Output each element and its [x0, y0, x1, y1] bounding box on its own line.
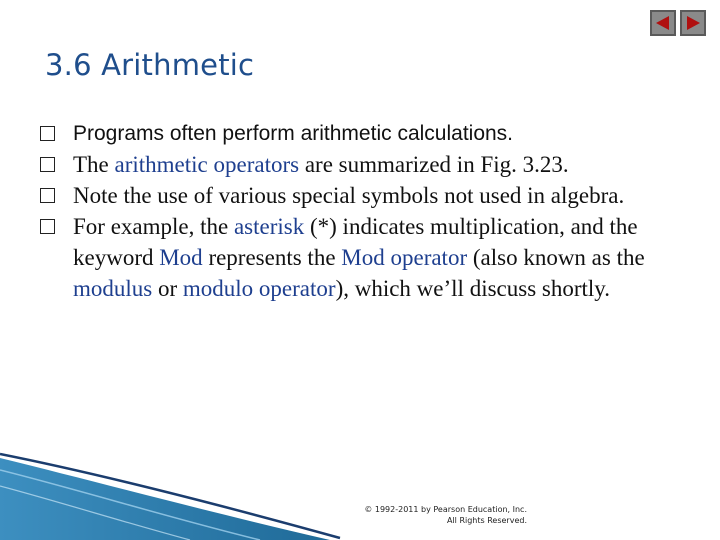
triangle-right-icon: [684, 14, 702, 32]
bullet-text: represents the: [202, 245, 342, 270]
copyright-line: © 1992-2011 by Pearson Education, Inc.: [364, 505, 527, 514]
copyright-notice: [322, 504, 527, 526]
bullet-box-icon: [40, 219, 55, 234]
highlight-term: asterisk: [233, 214, 305, 239]
bullet-item: [40, 211, 690, 304]
bullet-item: [40, 180, 690, 211]
bullet-text: (also known as the: [467, 245, 645, 270]
slide-title: 3.6 Arithmetic: [45, 48, 255, 82]
bullet-text: The: [73, 152, 115, 177]
bullet-box-icon: [40, 157, 55, 172]
bullet-box-icon: [40, 126, 55, 141]
triangle-left-icon: [654, 14, 672, 32]
highlight-term: modulus: [73, 276, 153, 301]
bullet-text: Programs often perform arithmetic calculations.: [73, 122, 514, 145]
bullet-text: For example, the: [73, 214, 234, 239]
bullet-text: Note the use of various special symbols not used in algebra.: [73, 183, 625, 208]
bullet-item: [40, 118, 690, 149]
bullet-list: [40, 118, 690, 304]
highlight-term: modulo operator: [182, 276, 336, 301]
bullet-item: [40, 149, 690, 180]
bullet-text: ), which we’ll discuss shortly.: [335, 276, 611, 301]
slide-navigation: [650, 10, 706, 36]
highlight-term: Mod operator: [341, 245, 468, 270]
bullet-text: (*) indicates multiplication, and the keyword: [73, 214, 638, 270]
highlight-term: arithmetic operators: [114, 152, 300, 177]
highlight-term: Mod: [159, 245, 203, 270]
previous-slide-button[interactable]: [650, 10, 676, 36]
copyright-line: All Rights Reserved.: [446, 516, 527, 525]
bullet-box-icon: [40, 188, 55, 203]
bullet-text: or: [152, 276, 183, 301]
bullet-text: are summarized in Fig. 3.23.: [299, 152, 569, 177]
next-slide-button[interactable]: [680, 10, 706, 36]
